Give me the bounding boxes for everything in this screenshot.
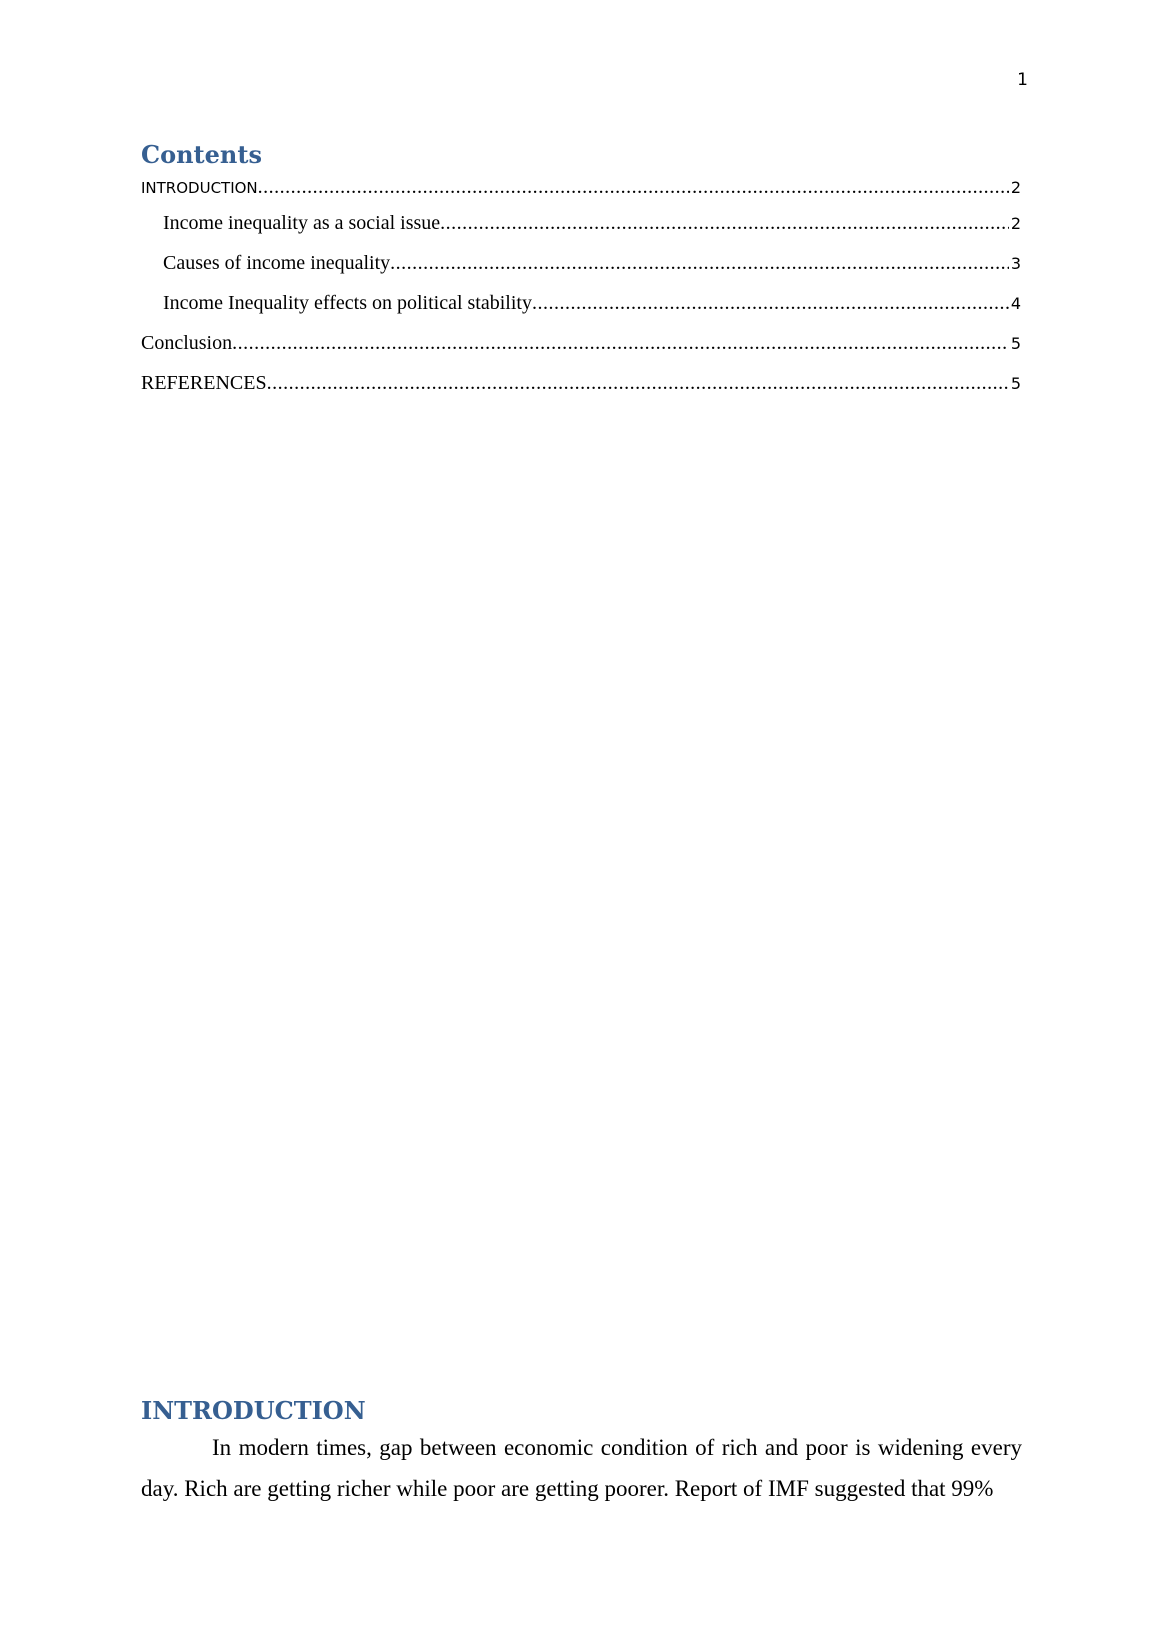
toc-entry-label: Income Inequality effects on political stability — [163, 292, 532, 314]
toc-entry-page: 2 — [1010, 178, 1021, 197]
page-number: 1 — [1017, 70, 1028, 90]
toc-dot-leader — [267, 372, 1009, 395]
toc-entry-label: Causes of income inequality — [163, 252, 391, 274]
introduction-heading: INTRODUCTION — [141, 1396, 366, 1425]
table-of-contents — [141, 176, 1021, 412]
toc-entry-page: 4 — [1010, 294, 1021, 313]
toc-entry-introduction[interactable] — [141, 176, 1021, 212]
toc-entry-label: Income inequality as a social issue — [163, 212, 441, 234]
toc-dot-leader — [258, 176, 1009, 199]
introduction-paragraph: In modern times, gap between economic condition of rich and poor is widening every day. Rich are getting richer while poor are getting poorer. Report of IMF suggested that 99% — [141, 1435, 1022, 1501]
toc-entry-causes[interactable] — [141, 252, 1021, 292]
toc-heading: Contents — [141, 140, 262, 169]
toc-dot-leader — [390, 252, 1009, 275]
toc-entry-political-stability[interactable] — [141, 292, 1021, 332]
toc-dot-leader — [440, 212, 1009, 235]
toc-dot-leader — [532, 292, 1009, 315]
toc-entry-references[interactable] — [141, 372, 1021, 412]
toc-entry-page: 5 — [1010, 334, 1021, 353]
toc-entry-label: REFERENCES — [141, 372, 267, 394]
toc-entry-label: INTRODUCTION — [141, 179, 258, 197]
toc-entry-page: 5 — [1010, 374, 1021, 393]
toc-entry-conclusion[interactable] — [141, 332, 1021, 372]
toc-entry-page: 3 — [1010, 254, 1021, 273]
toc-entry-label: Conclusion — [141, 332, 233, 354]
toc-entry-page: 2 — [1010, 214, 1021, 233]
toc-dot-leader — [232, 332, 1009, 355]
toc-entry-social-issue[interactable] — [141, 212, 1021, 252]
